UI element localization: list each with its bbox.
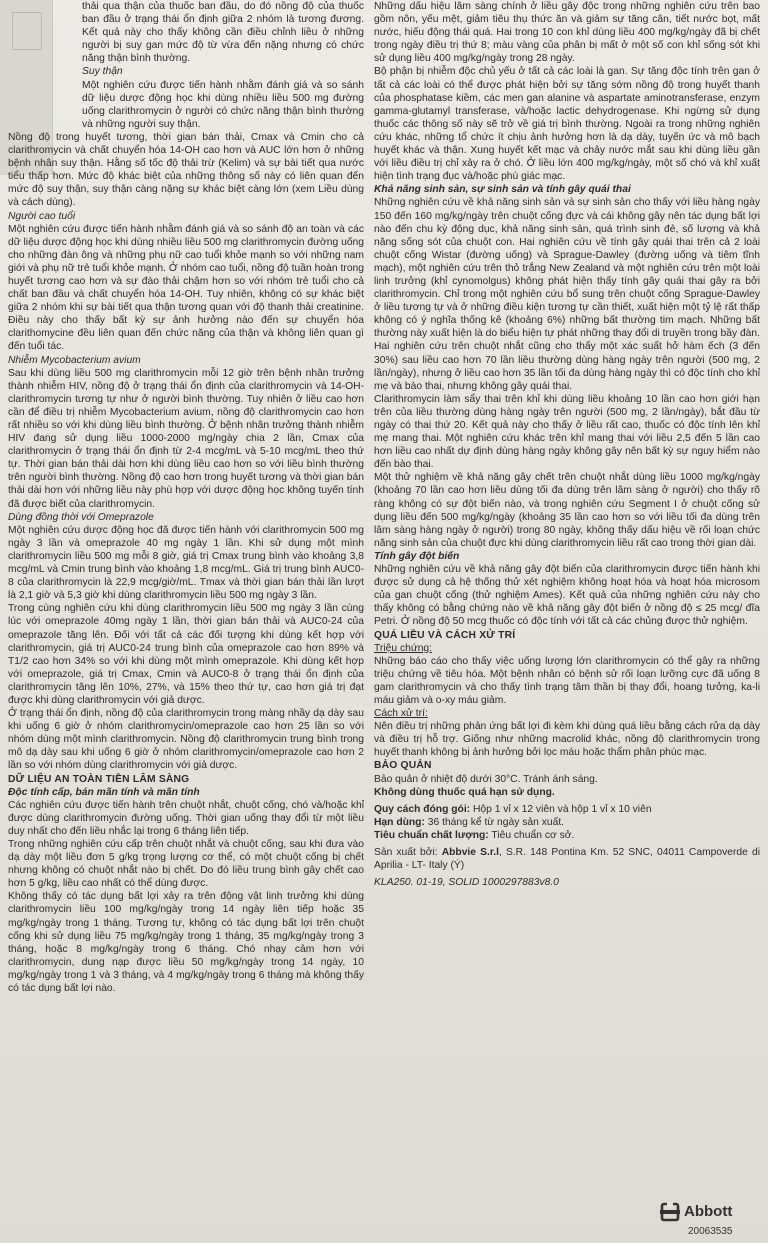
heading-elderly: Người cao tuổi [8, 210, 76, 222]
document-code: KLA250. 01-19, SOLID 1000297883v8.0 [374, 877, 559, 889]
paragraph-treatment: Nên điều trị những phản ứng bất lợi đi kèm khi dùng quá liều bằng cách rửa dạ dày và điều trị hỗ trợ. Giống như những macrolid khác, nồng độ clarithromycin trong huyết thanh không bị ảnh hưởng bởi lọc máu hoặc thẩm phân phúc mạc. [374, 721, 760, 759]
heading-preclinical-safety: DỮ LIỆU AN TOÀN TIỀN LÂM SÀNG [8, 773, 190, 785]
paragraph-reproduction-3: Một thử nghiệm về khả năng gây chết trên chuột nhắt dùng liều 1000 mg/kg/ngày (khoảng 70 lần cao hơn liều dùng tối đa dùng trên lâm sàng ở người) cho thấy rõ ràng không có sự đột biến nào, và trong nghiên cứu Segment I ở chuột cống sử dụng liều đến 500 mg/kg/ngày (khoảng 35 lần cao hơn so với liều tối đa dùng trên lâm sàng hàng ngày ở người) trong 80 ngày, không thấy dấu hiệu về rối loạn chức năng sinh sản của chuột đực khi dùng clarithromycin liều rất cao trong thời gian dài. [374, 472, 760, 549]
paragraph-expiry-warning: Không dùng thuốc quá hạn sử dụng. [374, 786, 555, 798]
shelf-life-line [374, 816, 760, 829]
paragraph-toxicity-3: Không thấy có tác dụng bất lợi xảy ra trên động vật linh trưởng khi dùng clarithromycin liều 100 mg/kg/ngày trong 14 ngày liên tiếp hoặc 35 mg/kg/ngày trong 1 tháng. Tương tự, không có tác dụng bất lợi trên chuột cống khi sử dụng liều 75 mg/kg/ngày trong 1 tháng, 35 mg/kg/ngày trong 3 tháng, hoặc 8 mg/kg/ngày trong 6 tháng. Chó nhạy cảm hơn với clarithromycin, dung nạp được liều 50 mg/kg/ngày trong 14 ngày, 10 mg/kg/ngày trong 1 và 3 tháng, và 4 mg/kg/ngày trong 6 tháng mà không thấy có tác dụng bất lợi nào. [8, 891, 364, 995]
paragraph-storage-temp: Bảo quản ở nhiệt độ dưới 30°C. Tránh ánh sáng. [374, 773, 598, 785]
paragraph-toxicity-2: Trong những nghiên cứu cấp trên chuột nhắt và chuột cống, sau khi đưa vào dạ dày một liều đơn 5 g/kg trọng lượng cơ thể, có một chuột cống bị chết nhưng không có chuột nhắt nào bị chết. Do đó liều trung bình gây chết cao hơn 5 g/kg, liều cao nhất có thể dùng được. [8, 839, 364, 890]
manufacturer-address: , S.R. 148 Pontina Km. 52 SNC, 04011 Campoverde di Aprilia - LT- Italy (Ý) [374, 847, 760, 872]
paragraph-hepatic-conclusion: thải qua thận của thuốc ban đầu, do đó nồng độ của thuốc ban đầu ở trạng thái ổn định giữa 2 nhóm là tương đương. Kết quả này cho thấy không cần điều chỉnh liều ở những người bị suy gan mức độ từ vừa đến nặng nhưng có chức năng thận bình thường. [82, 1, 364, 65]
paragraph-toxicity-1: Các nghiên cứu được tiến hành trên chuột nhắt, chuột cống, chó và/hoặc khỉ được dùng clarithromycin đường uống. Thời gian uống thay đổi từ một liều duy nhất cho đến liều nhắc lại trong 6 tháng liên tiếp. [8, 799, 364, 837]
paragraph-clinical-signs: Những dấu hiệu lâm sàng chính ở liều gây độc trong những nghiên cứu trên bao gồm nôn, yếu mệt, giảm tiêu thụ thức ăn và giảm sự tăng cân, tiết nước bọt, mất nước, hiếu động thái quá. Hai trong 10 con khỉ dùng liều 400 mg/kg/ngày đã bị chết trong ngày điều trị thứ 8; màu vàng của phân bị mất ở một số con khỉ sống sót khi sử dụng liều 400 mg/kg/ngày trong 28 ngày. [374, 1, 760, 65]
quality-standard-label: Tiêu chuẩn chất lượng: [374, 829, 489, 841]
abbott-logo-text: Abbott [684, 1203, 733, 1220]
paragraph-omeprazole-3: Ở trạng thái ổn định, nồng độ của clarithromycin trong màng nhầy dạ dày sau khi uống 6 giờ ở nhóm clarithromycin/omeprazole cao hơn 25 lần so với nhóm dùng một mình clarithromycin. Nồng độ clarithromycin trung bình trong mô dạ dày sau khi uống 6 giờ ở nhóm clarithromycin/omeprazole cao hơn 2 lần so với nhóm dùng clarithromycin với giả dược. [8, 708, 364, 772]
paragraph-symptoms: Những báo cáo cho thấy việc uống lượng lớn clarithromycin có thể gây ra những triệu chứng về tiêu hóa. Một bệnh nhân có bệnh sử rối loạn lưỡng cực đã uống 8 gam clarithromycin và cho thấy tình trạng tâm thần bị thay đổi, hoang tưởng, ka-li máu giảm và o-xy máu giảm. [374, 655, 760, 706]
paragraph-renal-results: Nồng độ trong huyết tương, thời gian bán thải, Cmax và Cmin cho cả clarithromycin và chất chuyển hóa 14-OH cao hơn và AUC lớn hơn ở những bệnh nhân suy thận. Hằng số tốc độ thải trừ (Kelim) và sự bài tiết qua nước tiểu thấp hơn. Mức độ khác biệt của những thông số này có liên quan đến mức độ suy thận, suy thận càng nặng sự khác biệt càng lớn (xem Liều dùng và cách dùng). [8, 131, 364, 209]
paragraph-omeprazole-1: Một nghiên cứu dược động học đã được tiến hành với clarithromycin 500 mg ngày 3 lần và omeprazole 40 mg ngày 1 lần. Khi sử dụng một mình clarithromycin liều 500 mg mỗi 8 giờ, giá trị Cmax trung bình vào khoảng 3,8 mcg/mL và Cmin trung bình vào khoảng 1,8 mcg/mL. Giá trị trung bình AUC0-8 của clarithromycin là 22,9 mcg/giờ/mL. Tmax và thời gian bán thải lần lượt là 2,1 giờ và 5,3 giờ khi dùng clarithromycin liều 500 mg ngày 3 lần. [8, 524, 364, 602]
heading-treatment: Cách xử trí: [374, 708, 428, 720]
right-column [374, 0, 760, 889]
quality-standard-line [374, 829, 760, 842]
product-code: 20063535 [688, 1226, 733, 1237]
paragraph-mutagenicity: Những nghiên cứu về khả năng gây đột biến của clarithromycin được tiến hành khi được sử dụng cả hệ thống thử xét nghiệm không hoạt hóa và hoạt hóa microsom của gan chuột cống (thử nghiệm Ames). Kết quả của những nghiên cứu này cho thấy không có bằng chứng nào về khả năng gây đột biến ở nồng độ ≤ 25 mcg/ đĩa Petri. Ở nồng độ 50 mcg thuốc có độc tính với tất cả các chủng được thử nghiệm. [374, 564, 760, 628]
abbott-logo-icon [660, 1202, 680, 1222]
heading-storage: BẢO QUẢN [374, 760, 432, 772]
heading-mutagenicity: Tính gây đột biến [374, 550, 460, 562]
heading-symptoms: Triệu chứng: [374, 642, 433, 654]
quality-standard-value: Tiêu chuẩn cơ sở. [488, 829, 575, 841]
shelf-life-label: Hạn dùng: [374, 816, 425, 828]
paragraph-omeprazole-2: Trong cùng nghiên cứu khi dùng clarithromycin liều 500 mg ngày 3 lần cùng lúc với omeprazole 40mg ngày 1 lần, thời gian bán thải và AUC0-24 của omeprazole tăng lên. Đối với tất cả các đối tượng khi dùng kết hợp với clarithromycin, giá trị AUC0-24 trung bình của omeprazole cao hơn 89% và T1/2 cao hơn 34% so với khi dùng một mình omeprazole. Khi dùng kết hợp với omeprazole, giá trị Cmax, Cmin và AUC0-8 ở trạng thái ổn định của clarithromycin tăng lên 10%, 27%, và 15% theo thứ tự, cao hơn giá trị đạt được khi dùng clarithromycin với giả dược. [8, 603, 364, 706]
paragraph-reproduction-1: Những nghiên cứu về khả năng sinh sản và sự sinh sản cho thấy với liều hàng ngày 150 đến 160 mg/kg/ngày trên chuột cống đực và cái không gây nên tác dụng bất lợi nào đến chu kỳ động dục, khả năng sinh sản, quá trình sinh đẻ, số lượng và khả năng sống sót của chuột con. Hai nghiên cứu về tính gây quái thai trên cả 2 loài chuột cống Wistar (đường uống) và Sprague-Dawley (đường uống và tiêm tĩnh mạch), một nghiên cứu trên thỏ trắng New Zealand và một nghiên cứu trên một loài linh trưởng (khỉ cynomolgus) không phát hiện thấy tính gây quái thai gây ra bởi clarithromycin. Chỉ trong một nghiên cứu bổ sung trên chuột cống Sprague-Dawley ở liều tương tự và ở những điều kiện tương tự cần thiết, xuất hiện một tỷ lệ rất thấp không có ý nghĩa thống kê (khoảng 6%) những bất thường tim mạch. Những bất thường này xuất hiện là do biểu hiện tự phát những thay đổi di truyền trong bầy đàn. Hai nghiên cứu trên chuột nhắt cũng cho thấy một xác suất hở hàm ếch (3 đến 30%) sau liều cao hơn 70 lần liều thường dùng hàng ngày trên người (500 mg, 2 lần/ngày), nhưng ở liều cao hơn 35 lần tối đa dùng hàng ngày thì có độc tính cho khỉ mẹ và bào thai, nhưng không gây quái thai. [374, 197, 760, 392]
heading-mycobacterium: Nhiễm Mycobacterium avium [8, 354, 141, 366]
paragraph-reproduction-2: Clarithromycin làm sẩy thai trên khỉ khi dùng liều khoảng 10 lần cao hơn giới hạn trên của liều thường dùng hàng ngày trên người (500 mg, 2 lần/ngày), bắt đầu từ ngày có thai thứ 20. Kết quả này cho thấy ở liều rất cao, thuốc có độc tính lên khỉ mẹ mang thai. Một nghiên cứu khác trên khỉ mang thai với liều 2,5 đến 5 lần cao hơn liều cao nhất dự định dùng hàng ngày không gây nên bất kỳ sự nguy hiểm nào đến bào thai. [374, 393, 760, 471]
packaging-line [374, 803, 760, 816]
manufacturer-name: Abbvie S.r.l [441, 847, 499, 858]
manufacturer-line [374, 846, 760, 872]
paragraph-liver-toxicity: Bộ phận bị nhiễm độc chủ yếu ở tất cả các loài là gan. Sự tăng độc tính trên gan ở tất cả các loài có thể được phát hiện bởi sự tăng sớm nồng độ trong huyết thanh của phosphatase kiềm, các men gan alanine và aspartate aminotransferase, enzym gamma-glutamyl transferase, và/hoặc lactic dehydrogenase. Khi ngừng sử dụng thuốc các thông số này sẽ trở về giá trị bình thường. Ngoài ra trong những nghiên cứu khác, những tổ chức ít chịu ảnh hưởng hơn là dạ dày, tuyến ức và mô bạch huyết khác và thận. Xung huyết kết mạc và chảy nước mắt sau khi dùng liều gần với liều điều trị chỉ xảy ra ở chó. Ở liều lớn 400 mg/kg/ngày, một số chó và khỉ xuất hiện tình trạng đục và/hoặc phù giác mạc. [374, 66, 760, 183]
paragraph-elderly: Một nghiên cứu được tiến hành nhằm đánh giá và so sánh độ an toàn và các dữ liệu dược động học khi dùng nhiều liều 500 mg clarithromycin đường uống cho những đàn ông và những phụ nữ cao tuổi khỏe mạnh so với những nam giới và phụ nữ trẻ tuổi khỏe mạnh. Ở nhóm cao tuổi, nồng độ tuần hoàn trong huyết tương cao hơn và sự đào thải chậm hơn so với nhóm trẻ tuổi cho cả chất ban đầu và chất chuyển hóa 14-OH. Tuy nhiên, không có sự khác biệt giữa 2 nhóm khi sự bài tiết qua thận tương quan với độ thanh thải creatinine. Điều này cho thấy bất kỳ sự ảnh hưởng nào đến sự chuyển hóa clarithomycine đều liên quan đến chức năng của thận và không liên quan gì đến tuổi tác. [8, 223, 364, 353]
packaging-value: Hộp 1 vỉ x 12 viên và hộp 1 vỉ x 10 viên [470, 803, 652, 815]
packaging-label: Quy cách đóng gói: [374, 803, 471, 815]
heading-renal-impairment: Suy thận [82, 66, 123, 78]
heading-reproduction: Khả năng sinh sản, sự sinh sản và tính gây quái thai [374, 184, 631, 196]
heading-toxicity: Độc tính cấp, bán mãn tính và mãn tính [8, 786, 200, 798]
shelf-life-value: 36 tháng kể từ ngày sản xuất. [424, 816, 565, 828]
paragraph-mycobacterium: Sau khi dùng liều 500 mg clarithromycin mỗi 12 giờ trên bệnh nhân trưởng thành nhiễm HIV, nồng độ ở trạng thái ổn định của clarithromycin và 14-OH-clarithromycin tương tự như ở người bình thường. Tuy nhiên ở liều cao hơn cần để điều trị nhiễm Mycobacterium avium, nồng độ clarithromycin cao hơn rất nhiều so với khi dùng liều bình thường. Ở bệnh nhân trưởng thành nhiễm HIV đang sử dụng liều 1000-2000 mg/ngày chia 2 lần, Cmax của clarithromycin ở trạng thái ổn định từ 2-4 mcg/mL và 5-10 mcg/mL theo thứ tự. Thời gian bán thải dài hơn khi dùng liều cao hơn so với liều bình thường trên người bình thường. Nồng độ cao hơn trong huyết tương và thời gian bán thải dài hơn với những liều này phù hợp với dược động học không tuyến tính đã được biết của clarithromycin. [8, 367, 364, 510]
left-column [8, 0, 364, 995]
heading-overdose: QUÁ LIỀU VÀ CÁCH XỬ TRÍ [374, 629, 516, 641]
paragraph-renal-study: Một nghiên cứu được tiến hành nhằm đánh giá và so sánh dữ liệu dược động học khi dùng nhiều liều 500 mg đường uống clarithromycin ở người có chức năng thận bình thường và những người suy thận. [82, 79, 364, 130]
abbott-logo [660, 1201, 760, 1223]
heading-omeprazole: Dùng đồng thời với Omeprazole [8, 511, 154, 523]
manufacturer-prefix: Sản xuất bởi: [374, 847, 442, 858]
